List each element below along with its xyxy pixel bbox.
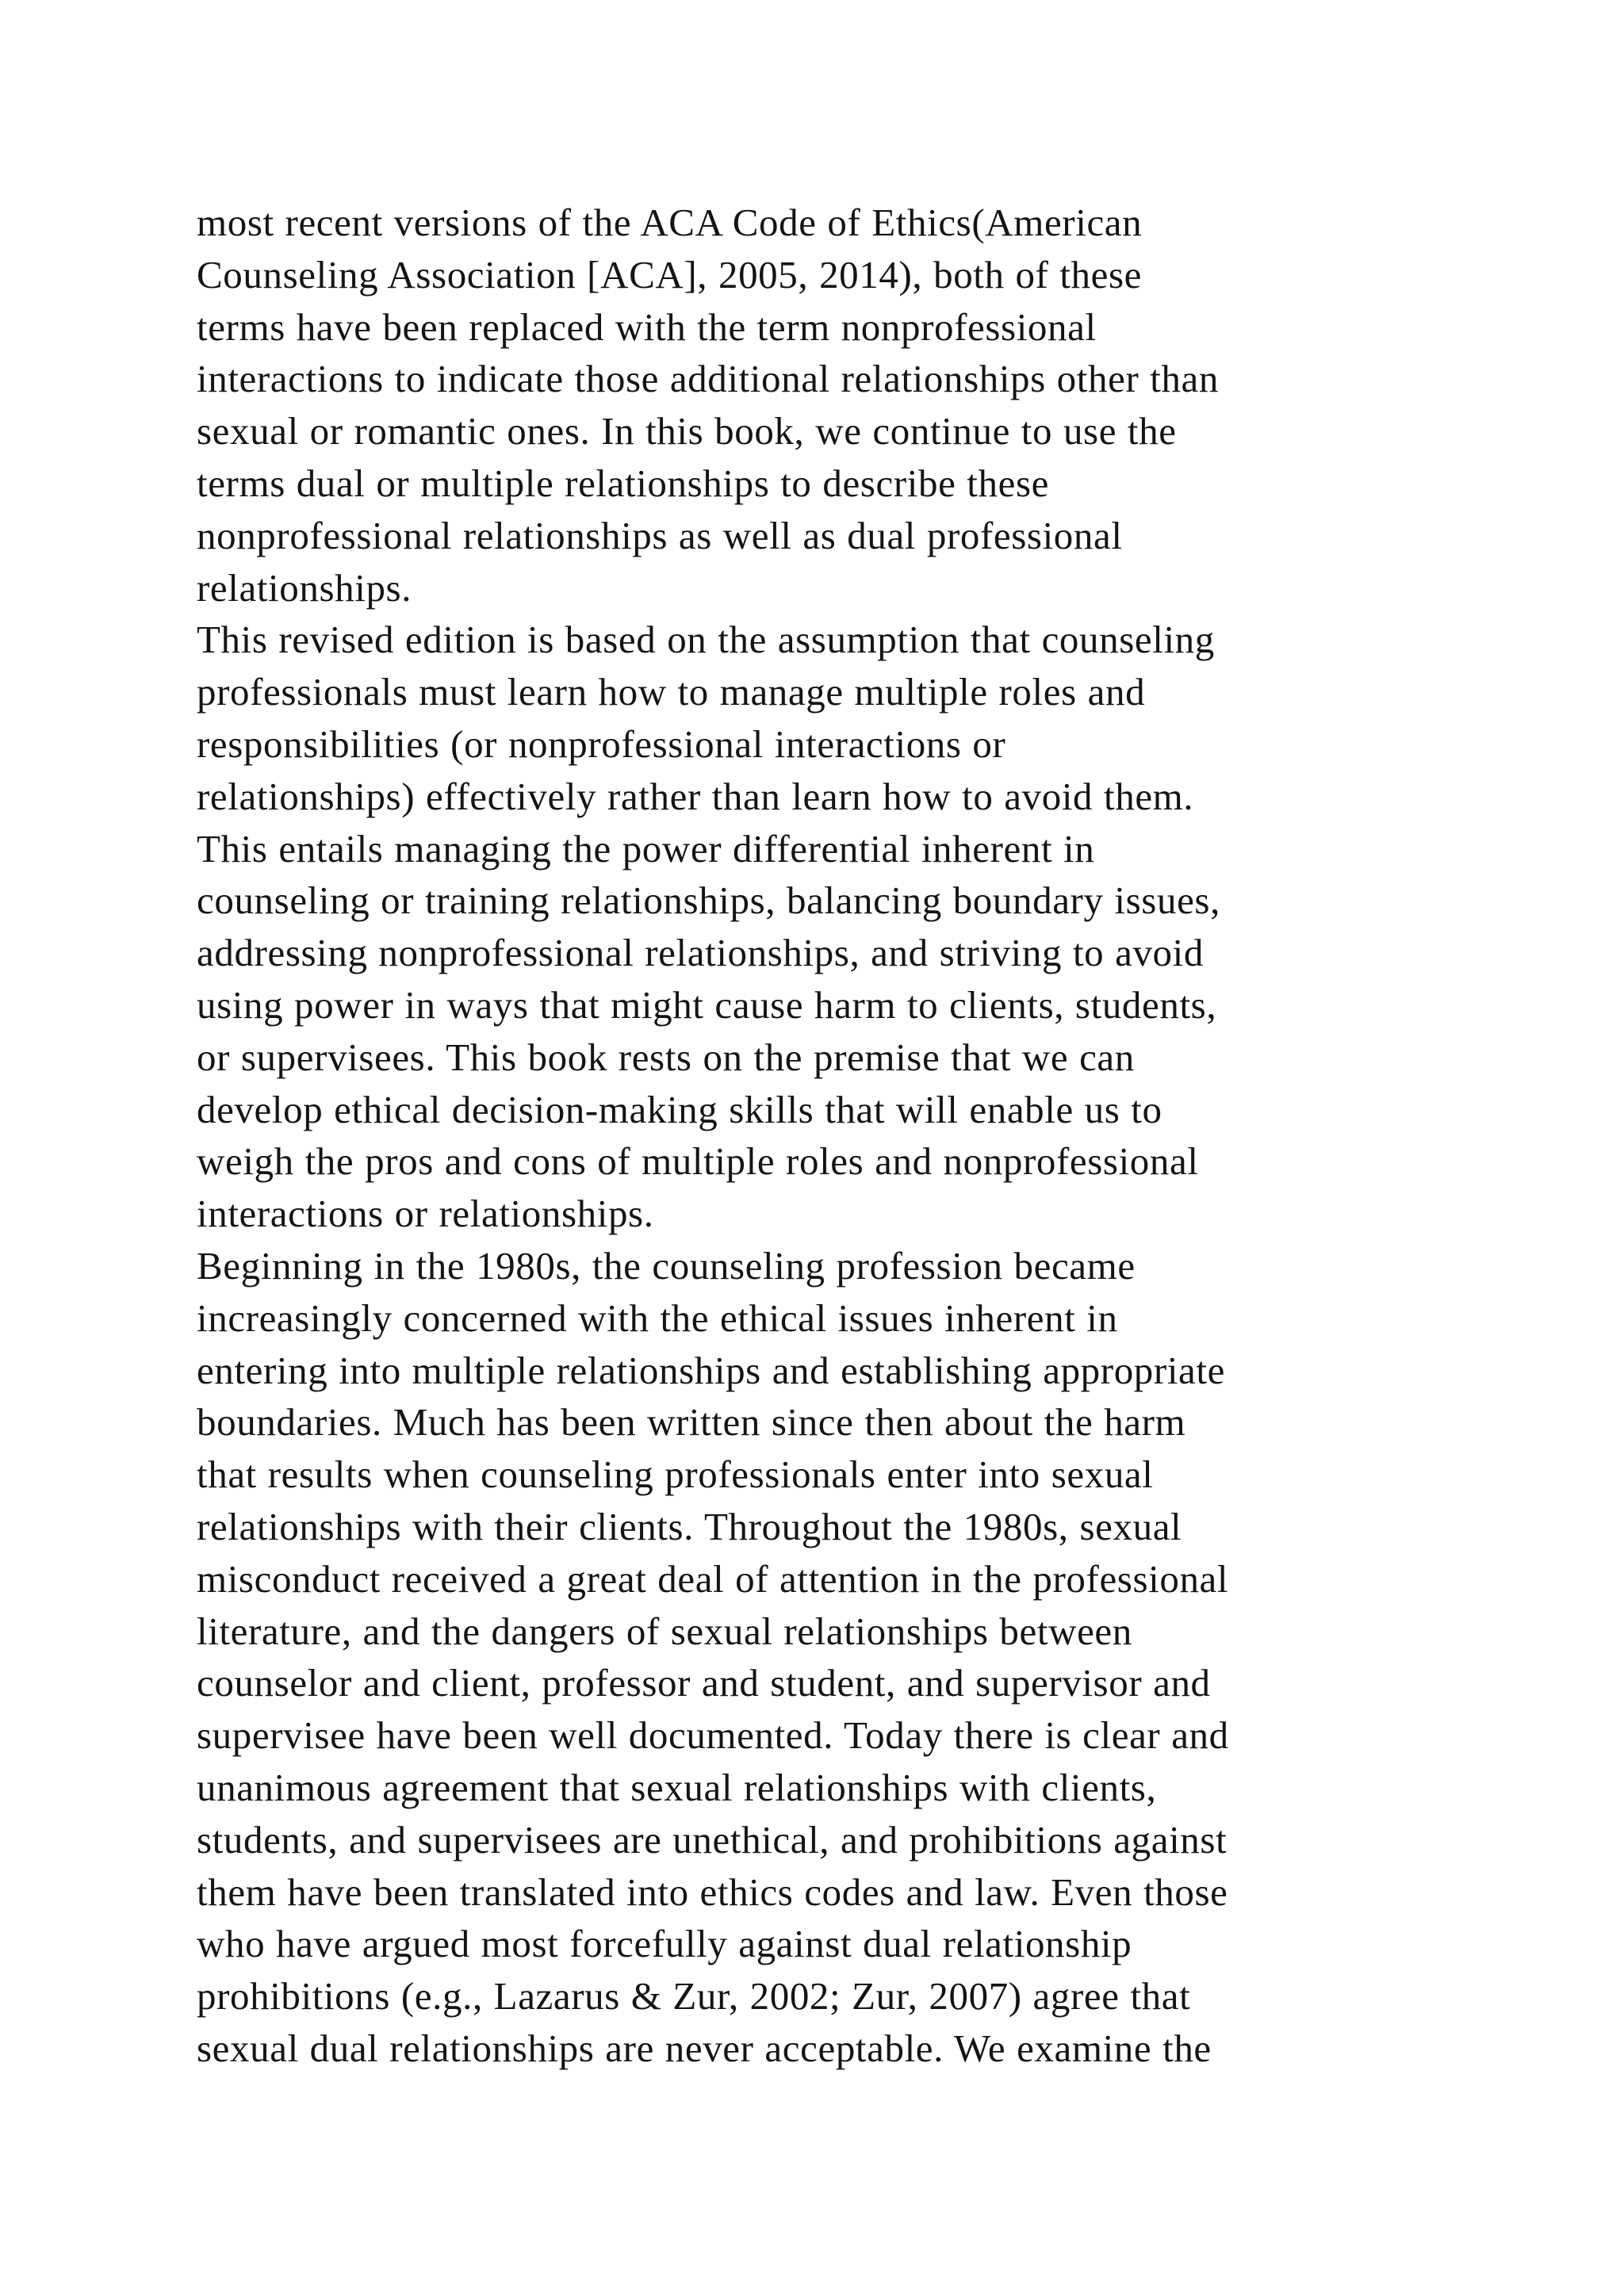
text-line: relationships.	[197, 565, 412, 610]
body-text	[197, 197, 1465, 2075]
text-line: sexual or romantic ones. In this book, we continue to use the	[197, 409, 1177, 453]
text-line: interactions or relationships.	[197, 1192, 654, 1236]
text-line: them have been translated into ethics codes and law. Even those	[197, 1869, 1228, 1914]
text-line: increasingly concerned with the ethical issues inherent in	[197, 1295, 1118, 1340]
text-line: boundaries. Much has been written since then about the harm	[197, 1400, 1186, 1445]
text-line: relationships) effectively rather than learn how to avoid them.	[197, 774, 1194, 818]
text-line: nonprofessional relationships as well as dual professional	[197, 513, 1123, 557]
text-line: entering into multiple relationships and establishing appropriate	[197, 1348, 1225, 1392]
text-line: Counseling Association [ACA], 2005, 2014), both of these	[197, 252, 1143, 297]
text-line: using power in ways that might cause harm to clients, students,	[197, 982, 1217, 1027]
text-line: professionals must learn how to manage multiple roles and	[197, 670, 1146, 714]
text-line: relationships with their clients. Throughout the 1980s, sexual	[197, 1504, 1182, 1548]
text-line: supervisee have been well documented. Today there is clear and	[197, 1713, 1229, 1758]
text-line: develop ethical decision-making skills that will enable us to	[197, 1087, 1162, 1131]
text-line: terms have been replaced with the term nonprofessional	[197, 304, 1097, 349]
text-line: Beginning in the 1980s, the counseling profession became	[197, 1243, 1136, 1288]
text-line: counselor and client, professor and student, and supervisor and	[197, 1661, 1211, 1705]
text-line: interactions to indicate those additional relationships other than	[197, 357, 1219, 401]
text-line: most recent versions of the ACA Code of Ethics(American	[197, 201, 1143, 244]
text-line: This entails managing the power differential inherent in	[197, 826, 1095, 871]
text-line: that results when counseling professionals enter into sexual	[197, 1452, 1154, 1497]
text-line: literature, and the dangers of sexual relationships between	[197, 1609, 1132, 1653]
text-line: weigh the pros and cons of multiple roles and nonprofessional	[197, 1139, 1199, 1184]
text-line: counseling or training relationships, balancing boundary issues,	[197, 878, 1220, 923]
text-line: prohibitions (e.g., Lazarus & Zur, 2002; Zur, 2007) agree that	[197, 1974, 1191, 2019]
text-line: terms dual or multiple relationships to describe these	[197, 461, 1049, 505]
text-line: or supervisees. This book rests on the premise that we can	[197, 1035, 1135, 1079]
text-line: unanimous agreement that sexual relationships with clients,	[197, 1765, 1157, 1809]
text-line: responsibilities (or nonprofessional interactions or	[197, 721, 1006, 766]
text-line: who have argued most forcefully against dual relationship	[197, 1922, 1132, 1966]
text-line: This revised edition is based on the assumption that counseling	[197, 618, 1215, 662]
text-line: addressing nonprofessional relationships, and striving to avoid	[197, 931, 1204, 975]
text-line: sexual dual relationships are never acceptable. We examine the	[197, 2026, 1212, 2070]
text-line: misconduct received a great deal of attention in the professional	[197, 1556, 1229, 1601]
text-line: students, and supervisees are unethical, and prohibitions against	[197, 1817, 1228, 1862]
